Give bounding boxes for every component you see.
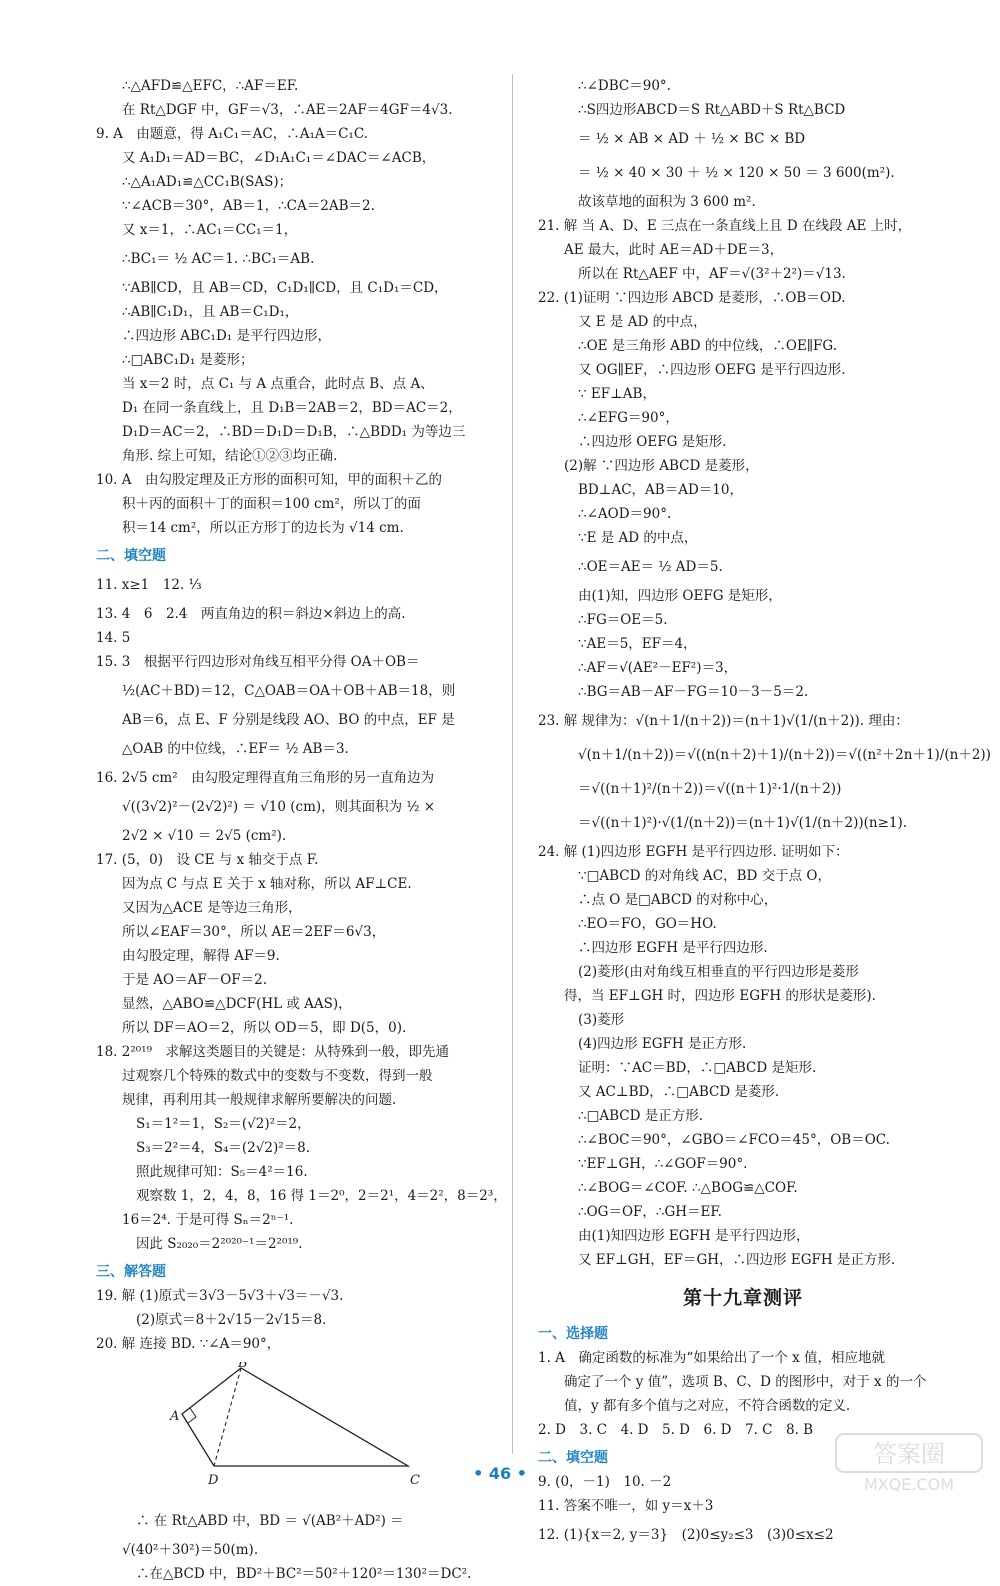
label-c: C [410,1473,420,1488]
right-line: 又 OG∥EF，∴四边形 OEFG 是平行四边形. [578,362,846,378]
left-line: 因为点 C 与点 E 关于 x 轴对称，所以 AF⊥CE. [122,876,412,892]
left-line: ½(AC＋BD)＝12，C△OAB＝OA＋OB＋AB＝18，则 [122,683,456,699]
left-line: 20. 解 连接 BD. ∵∠A＝90°， [96,1336,281,1352]
left-line: 三、解答题 [96,1264,166,1280]
right-line: AE 最大，此时 AE＝AD＋DE＝3， [564,242,784,258]
left-line: 规律，再利用其一般规律求解所要解决的问题. [122,1092,397,1108]
left-line: 显然，△ABO≌△DCF(HL 或 AAS)， [122,996,352,1012]
right-line: ∴∠BOC＝90°，∠GBO＝∠FCO＝45°，OB＝OC. [578,1132,890,1148]
left-after-lines [96,1504,496,1586]
left-line: 11. x≥1 12. ⅓ [96,577,202,593]
right-line: ∴∠DBC＝90°. [578,78,671,94]
right-after-line: 2. D 3. C 4. D 5. D 6. D 7. C 8. B [538,1422,814,1438]
right-line: ∴∠EFG＝90°， [578,410,679,426]
left-line: 于是 AO＝AF－OF＝2. [122,972,268,988]
right-after-line: 一、选择题 [538,1326,608,1342]
right-line: ∴EO＝FO，GO＝HO. [578,916,717,932]
right-line: ∴BG＝AB－AF－FG＝10－3－5＝2. [578,684,809,700]
right-line: ∵E 是 AD 的中点， [578,530,698,546]
right-line: 故该草地的面积为 3 600 m². [578,194,756,210]
right-line: ∴∠BOG＝∠COF. ∴△BOG≌△COF. [578,1180,798,1196]
right-line: ＝ ½ × 40 × 30 ＋ ½ × 120 × 50 ＝ 3 600(m²). [578,165,895,181]
watermark-logo [834,1432,984,1496]
left-line: 因此 S₂₀₂₀＝2²⁰²⁰⁻¹＝2²⁰¹⁹. [136,1236,303,1252]
right-after-line: 9. (0，－1) 10. －2 [538,1474,672,1490]
left-lines [96,74,507,1356]
left-line: D₁ 在同一条直线上，且 D₁B＝2AB＝2，BD＝AC＝2， [122,400,462,416]
right-after-line: 二、填空题 [538,1450,608,1466]
right-after-line: 1. A 确定函数的标准为“如果给出了一个 x 值，相应地就 [538,1350,886,1366]
left-line: 16. 2√5 cm² 由勾股定理得直角三角形的另一直角边为 [96,770,435,786]
left-line: 又因为△ACE 是等边三角形， [122,900,302,916]
left-line: 14. 5 [96,630,131,646]
quadrilateral-shape [182,1368,408,1466]
right-line: 21. 解 当 A、D、E 三点在一条直线上且 D 在线段 AE 上时， [538,218,912,234]
right-line: ∴FG＝OE＝5. [578,612,668,628]
right-line: ∴点 O 是□ABCD 的对称中心， [578,892,778,908]
left-line: 又 A₁D₁＝AD＝BC，∠D₁A₁C₁＝∠DAC＝∠ACB， [122,150,436,166]
right-line: ∴□ABCD 是正方形. [578,1108,704,1124]
label-b: B [238,1362,248,1371]
label-a: A [170,1409,180,1424]
right-line: ∴S四边形ABCD＝S Rt△ABD＋S Rt△BCD [578,102,846,118]
right-line: ∴OE 是三角形 ABD 的中位线，∴OE∥FG. [578,338,837,354]
left-line: ∴△AFD≌△EFC，∴AF＝EF. [122,78,299,94]
right-line: 所以在 Rt△AEF 中，AF＝√(3²＋2²)＝√13. [578,266,846,282]
right-line: ＝√((n＋1)²/(n＋2))＝√((n＋1)²·1/(n＋2)) [578,781,842,797]
left-line: ∴BC₁＝ ½ AC＝1. ∴BC₁＝AB. [122,251,315,267]
left-line: 由勾股定理，解得 AF＝9. [122,948,280,964]
column-divider [512,74,513,1454]
label-d: D [208,1473,219,1488]
left-after-line: ∴ 在 Rt△ABD 中，BD ＝ √(AB²＋AD²) ＝ [136,1513,404,1529]
right-line: BD⊥AC，AB＝AD＝10， [578,482,743,498]
left-line: 二、填空题 [96,548,166,564]
right-line: 证明：∵AC＝BD，∴□ABCD 是矩形. [578,1060,817,1076]
left-line: 15. 3 根据平行四边形对角线互相平分得 OA＋OB＝ [96,654,420,670]
right-line: (3)菱形 [578,1012,625,1028]
chapter-title: 第十九章测评 [682,1287,803,1309]
left-line: 19. 解 (1)原式＝3√3－5√3＋√3＝－√3. [96,1288,344,1304]
right-line: ∴OE＝AE＝ ½ AD＝5. [578,559,723,575]
right-line: ∴OG＝OF，∴GH＝EF. [578,1204,722,1220]
left-line: S₁＝1²＝1，S₂＝(√2)²＝2， [136,1116,311,1132]
right-line: ∴四边形 OEFG 是矩形. [578,434,727,450]
svg-text:MXQE.COM: MXQE.COM [863,1475,955,1494]
left-line: 当 x＝2 时，点 C₁ 与 A 点重合，此时点 B、点 A、 [122,376,434,392]
left-line: 16＝2⁴. 于是可得 Sₙ＝2ⁿ⁻¹. [122,1212,294,1228]
right-line: 22. (1)证明 ∵四边形 ABCD 是菱形，∴OB＝OD. [538,290,846,306]
left-line: 观察数 1，2，4，8，16 得 1＝2⁰，2＝2¹，4＝2²，8＝2³， [136,1188,507,1204]
left-line: AB＝6，点 E、F 分别是线段 AO、BO 的中点，EF 是 [122,712,455,728]
left-line: 2√2 × √10 ＝ 2√5 (cm²). [122,828,287,844]
left-after-line: √(40²＋30²)＝50(m). [122,1542,259,1558]
left-line: ∴△A₁AD₁≌△CC₁B(SAS)； [122,174,293,190]
right-line: 23. 解 规律为：√(n＋1/(n＋2))＝(n＋1)√(1/(n＋2)). 理由： [538,713,909,729]
right-column [538,74,991,1552]
right-line: ∵AE＝5，EF＝4， [578,636,697,652]
right-line: ∵EF⊥GH，∴∠GOF＝90°. [578,1156,748,1172]
left-line: △OAB 的中位线，∴EF＝ ½ AB＝3. [122,741,349,757]
svg-text:答案圈: 答案圈 [873,1440,945,1468]
right-after-line: 值，y 都有多个值与之对应，不符合函数的定义. [564,1398,851,1414]
right-line: 由(1)知，四边形 OEFG 是矩形， [578,588,782,604]
right-line: ＝√((n＋1)²)·√(1/(n＋2))＝(n＋1)√(1/(n＋2))(n≥1). [578,815,908,831]
left-line: 积＝14 cm²，所以正方形丁的边长为 √14 cm. [122,520,404,536]
right-line: 24. 解 (1)四边形 EGFH 是平行四边形. 证明如下： [538,844,849,860]
right-line: √(n＋1/(n＋2))＝√((n(n＋2)＋1)/(n＋2))＝√((n²＋2n＋1)/(n＋2)) [578,747,991,763]
left-line: ∴四边形 ABC₁D₁ 是平行四边形， [122,328,331,344]
left-line: √((3√2)²－(2√2)²) ＝ √10 (cm)，则其面积为 ½ × [122,799,436,815]
left-line: 又 x＝1，∴AC₁＝CC₁＝1， [122,222,298,238]
left-line: S₃＝2²＝4，S₄＝(2√2)²＝8. [136,1140,311,1156]
diagonal-bd [214,1368,241,1466]
right-line: 又 EF⊥GH，EF＝GH，∴四边形 EGFH 是正方形. [578,1252,896,1268]
right-line: ∴AF＝√(AE²－EF²)＝3， [578,660,738,676]
left-line: 所以 DF＝AO＝2，所以 OD＝5，即 D(5，0). [122,1020,407,1036]
left-line: 13. 4 6 2.4 两直角边的积＝斜边×斜边上的高. [96,606,406,622]
left-line: 过观察几个特殊的数式中的变数与不变数，得到一般 [122,1068,433,1084]
right-line: 又 E 是 AD 的中点， [578,314,707,330]
right-line: (4)四边形 EGFH 是正方形. [578,1036,747,1052]
right-after-line: 12. (1){x＝2, y＝3} (2)0≤y₂≤3 (3)0≤x≤2 [538,1527,834,1543]
right-line: ∴∠AOD＝90°. [578,506,672,522]
page-number: • 46 • [473,1464,527,1483]
left-line: 10. A 由勾股定理及正方形的面积可知，甲的面积＋乙的 [96,472,443,488]
right-line: (2)菱形(由对角线互相垂直的平行四边形是菱形 [578,964,859,980]
right-line: ∵□ABCD 的对角线 AC，BD 交于点 O， [578,868,831,884]
right-lines [538,74,991,1272]
left-line: D₁D＝AC＝2，∴BD＝D₁D＝D₁B，∴△BDD₁ 为等边三 [122,424,466,440]
right-after-line: 确定了一个 y 值”，选项 B、C、D 的图形中，对于 x 的一个 [564,1374,927,1390]
left-after-line: ∴在△BCD 中，BD²＋BC²＝50²＋120²＝130²＝DC². [136,1566,472,1582]
left-line: 9. A 由题意，得 A₁C₁＝AC，∴A₁A＝C₁C. [96,126,368,142]
right-line: ＝ ½ × AB × AD ＋ ½ × BC × BD [578,131,806,147]
left-line: 所以∠EAF＝30°，所以 AE＝2EF＝6√3， [122,924,386,940]
right-line: 得，当 EF⊥GH 时，四边形 EGFH 的形状是菱形). [564,988,876,1004]
right-angle-mark [188,1408,196,1423]
right-line: 由(1)知四边形 EGFH 是平行四边形， [578,1228,810,1244]
right-line: ∵ EF⊥AB， [578,386,656,402]
left-line: 在 Rt△DGF 中，GF＝√3，∴AE＝2AF＝4GF＝4√3. [122,102,453,118]
left-line: ∴□ABC₁D₁ 是菱形； [122,352,254,368]
left-line: ∵∠ACB＝30°，AB＝1，∴CA＝2AB＝2. [122,198,375,214]
left-line: 积＋丙的面积＋丁的面积＝100 cm²，所以丁的面 [122,496,421,512]
left-line: ∴AB∥C₁D₁，且 AB＝C₁D₁， [122,304,299,320]
right-line: (2)解 ∵四边形 ABCD 是菱形， [564,458,759,474]
left-line: 角形. 综上可知，结论①②③均正确. [122,448,338,464]
left-line: 18. 2²⁰¹⁹ 求解这类题目的关键是：从特殊到一般，即先通 [96,1044,449,1060]
left-line: 照此规律可知：S₅＝4²＝16. [136,1164,308,1180]
left-column [96,74,507,1586]
right-line: ∴四边形 EGFH 是平行四边形. [578,940,768,956]
left-line: 17. (5，0) 设 CE 与 x 轴交于点 F. [96,852,319,868]
right-after-line: 11. 答案不唯一，如 y＝x＋3 [538,1498,714,1514]
left-line: (2)原式＝8＋2√15－2√15＝8. [136,1312,327,1328]
right-line: 又 AC⊥BD，∴□ABCD 是菱形. [578,1084,780,1100]
left-line: ∵AB∥CD，且 AB＝CD，C₁D₁∥CD，且 C₁D₁＝CD， [122,280,448,296]
